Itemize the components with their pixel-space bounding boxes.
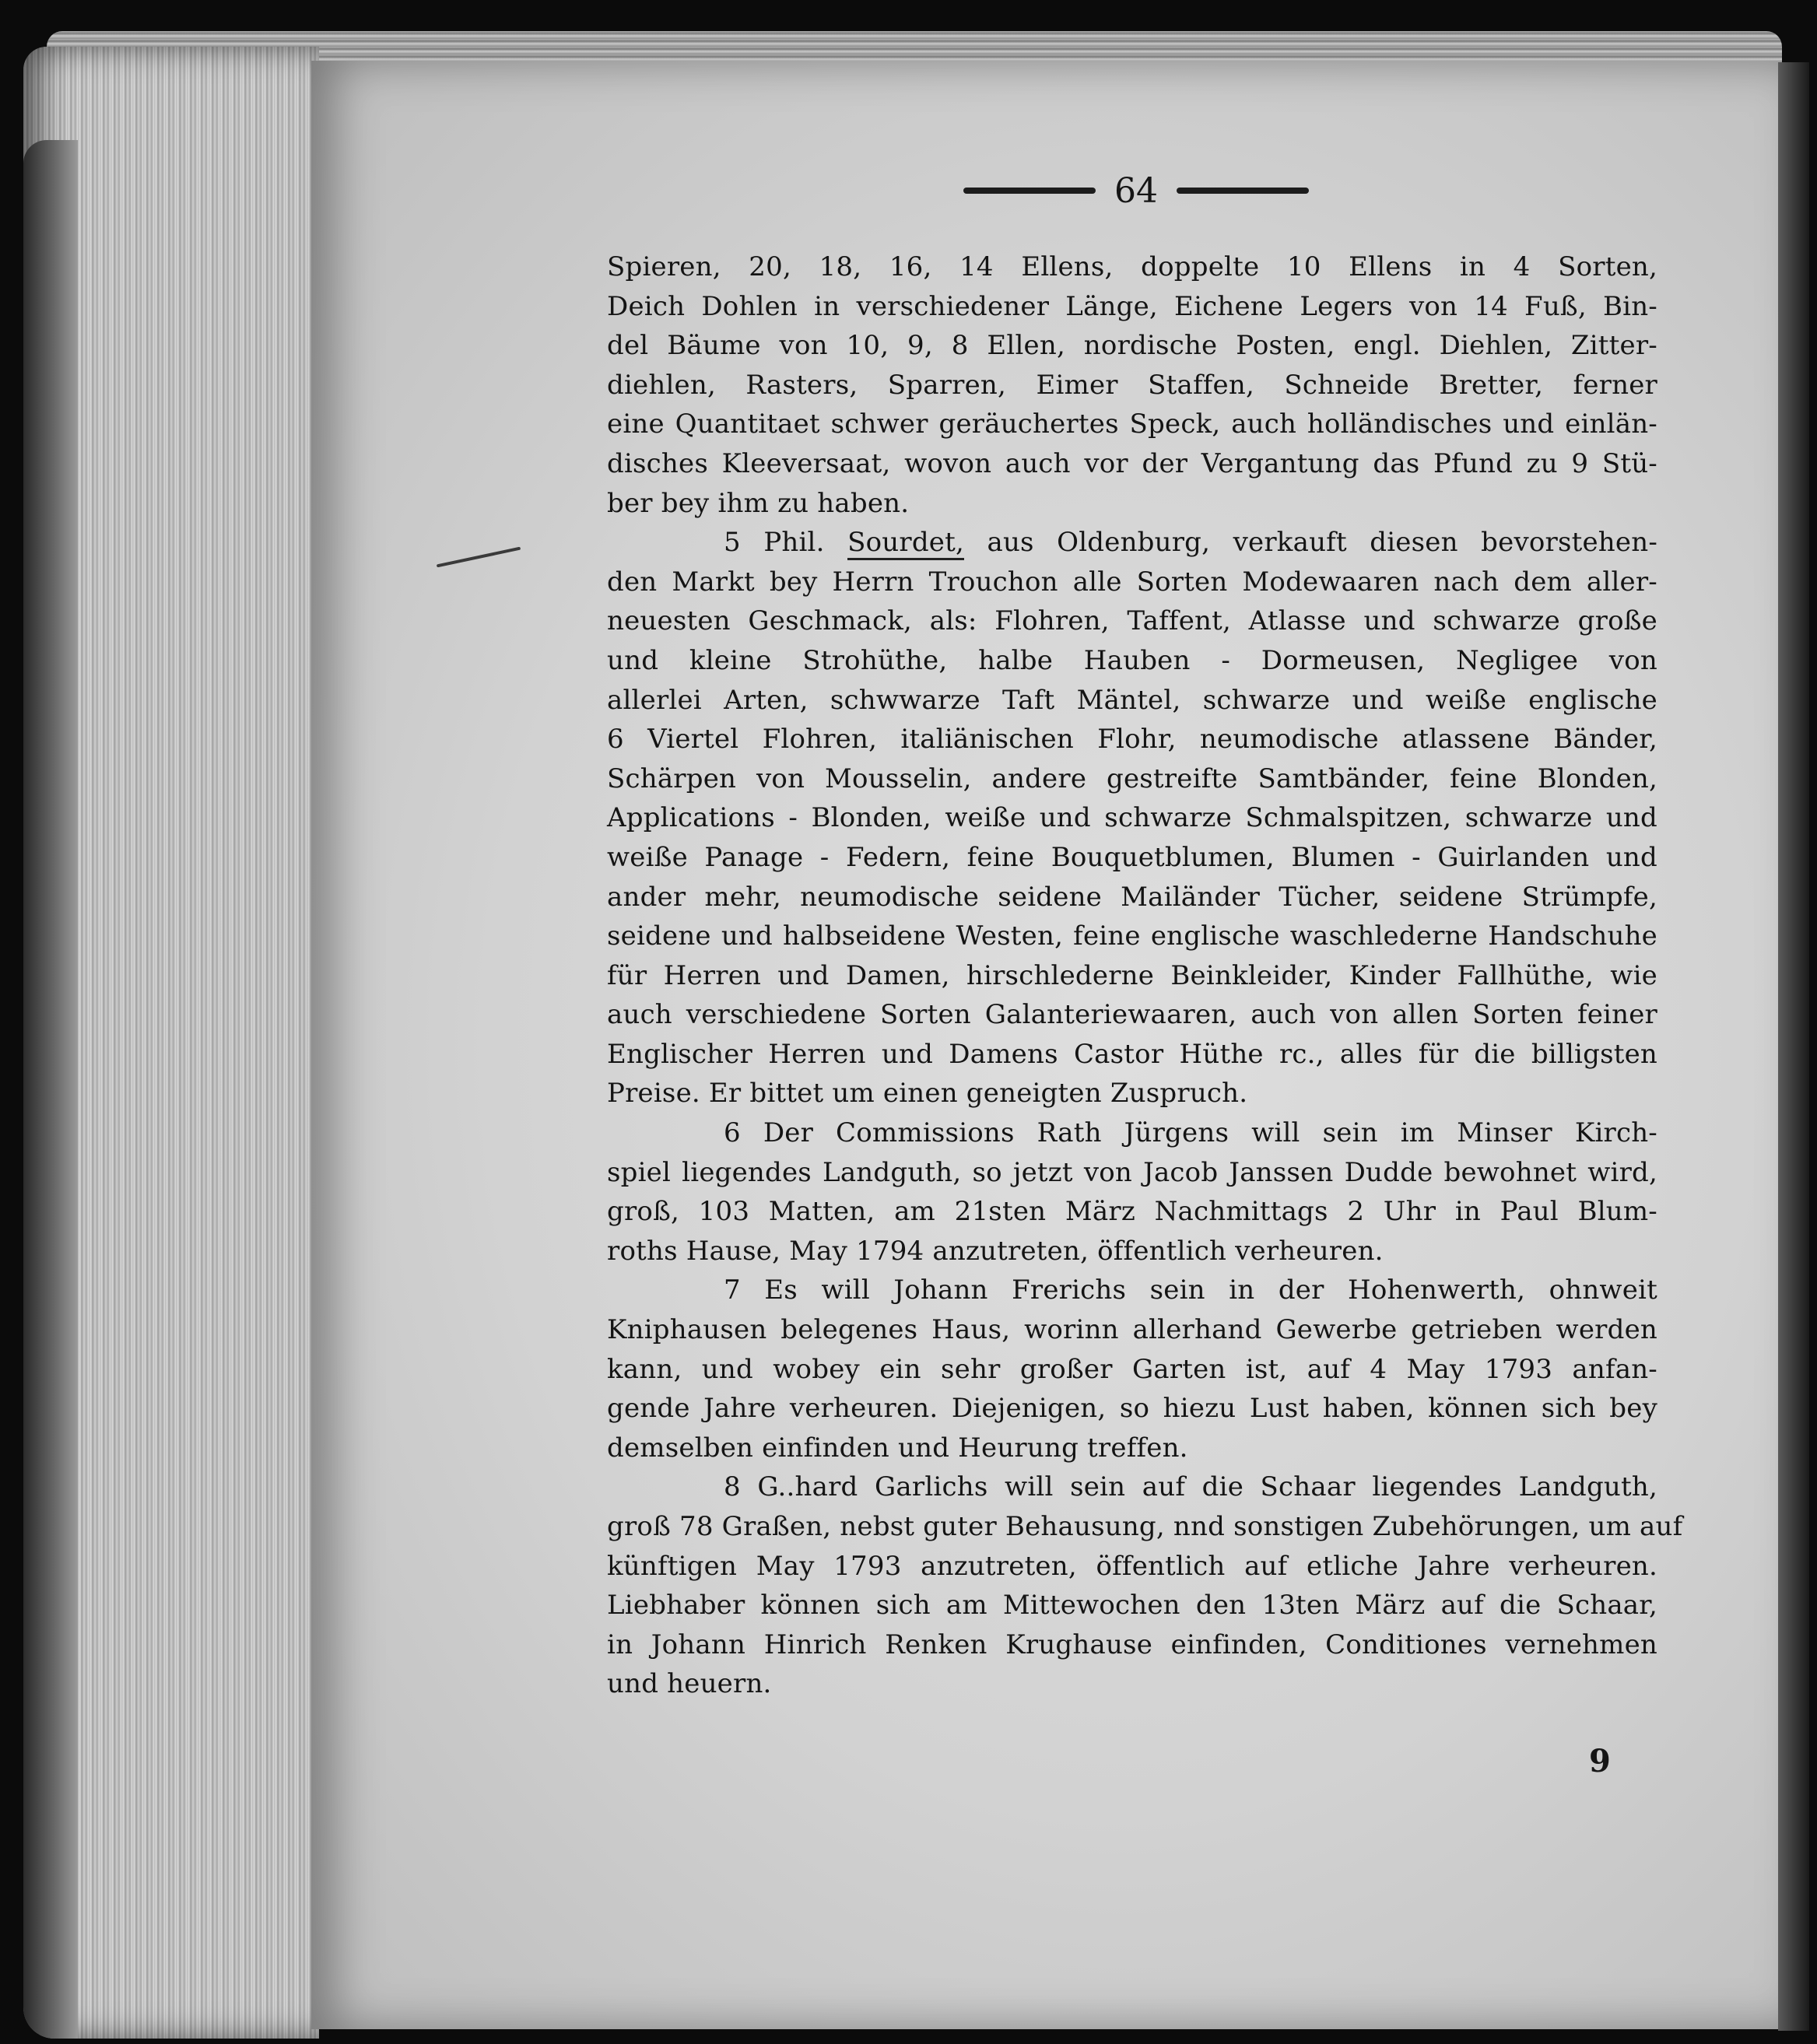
entry-text: aus Oldenburg, verkauft diesen bevorstehen-: [987, 527, 1658, 559]
text-line: künftigen May 1793 anzutreten, öffentlich auf etliche Jahre verheuren.: [607, 1550, 1657, 1582]
text-line: und heuern.: [607, 1668, 772, 1700]
entry-6-first-line: 6 Der Commissions Rath Jürgens will sein im Minser Kirch-: [724, 1117, 1657, 1149]
text-line: weiße Panage - Federn, feine Bouquetblumen, Blumen - Guirlanden und: [607, 841, 1657, 873]
text-line: ber bey ihm zu haben.: [607, 487, 910, 519]
page-stack-left: [23, 47, 319, 2039]
text-line: allerlei Arten, schwwarze Taft Mäntel, schwarze und weiße englische: [607, 684, 1657, 716]
text-line: Spieren, 20, 18, 16, 14 Ellens, doppelte 10 Ellens in 4 Sorten,: [607, 251, 1657, 282]
text-line: seidene und halbseidene Westen, feine englische waschlederne Handschuhe: [607, 920, 1657, 952]
entry-number: 5: [724, 527, 741, 559]
text-line: in Johann Hinrich Renken Krughause einfinden, Conditiones vernehmen: [607, 1629, 1657, 1660]
text-line: Preise. Er bittet um einen geneigten Zuspruch.: [607, 1078, 1248, 1110]
text-line: groß 78 Graßen, nebst guter Behausung, nnd sonstigen Zubehörungen, um auf: [607, 1511, 1683, 1542]
entry-8-first-line: 8 G..hard Garlichs will sein auf die Schaar liegendes Landguth,: [724, 1471, 1657, 1503]
entry-7-first-line: 7 Es will Johann Frerichs sein in der Hohenwerth, ohnweit: [724, 1274, 1657, 1306]
signature-mark: 9: [1589, 1743, 1611, 1779]
text-line: diehlen, Rasters, Sparren, Eimer Staffen, Schneide Bretter, ferner: [607, 369, 1657, 401]
text-line: neuesten Geschmack, als: Flohren, Taffent, Atlasse und schwarze große: [607, 605, 1657, 637]
text-line: del Bäume von 10, 9, 8 Ellen, nordische Posten, engl. Diehlen, Zitter-: [607, 330, 1657, 362]
text-line: Deich Dohlen in verschiedener Länge, Eichene Legers von 14 Fuß, Bin-: [607, 290, 1657, 322]
text-line: spiel liegendes Landguth, so jetzt von Jacob Janssen Dudde bewohnet wird,: [607, 1156, 1657, 1188]
text-line: demselben einfinden und Heurung treffen.: [607, 1432, 1188, 1464]
header-rule-right: [1177, 188, 1309, 194]
text-line: eine Quantitaet schwer geräuchertes Speck, auch holländisches und einlän-: [607, 408, 1657, 440]
text-line: und kleine Strohüthe, halbe Hauben - Dormeusen, Negligee von: [607, 644, 1657, 676]
text-line: Kniphausen belegenes Haus, worinn allerhand Gewerbe getrieben werden: [607, 1314, 1657, 1346]
text-line: Schärpen von Mousselin, andere gestreifte Samtbänder, feine Blonden,: [607, 763, 1657, 794]
text-line: roths Hause, May 1794 anzutreten, öffentlich verheuren.: [607, 1235, 1384, 1267]
text-line: auch verschiedene Sorten Galanteriewaaren, auch von allen Sorten feiner: [607, 999, 1657, 1031]
text-line: den Markt bey Herrn Trouchon alle Sorten Modewaaren nach dem aller-: [607, 566, 1657, 598]
text-line: für Herren und Damen, hirschlederne Beinkleider, Kinder Fallhüthe, wie: [607, 959, 1657, 991]
page-header: [949, 167, 1323, 214]
text-line: Liebhaber können sich am Mittewochen den 13ten März auf die Schaar,: [607, 1590, 1657, 1622]
text-line: gende Jahre verheuren. Diejenigen, so hiezu Lust haben, können sich bey: [607, 1393, 1657, 1425]
text-line: disches Kleeversaat, wovon auch vor der Vergantung das Pfund zu 9 Stü-: [607, 447, 1657, 479]
text-line: Englischer Herren und Damens Castor Hüthe rc., alles für die billigsten: [607, 1038, 1657, 1070]
book-spine-shadow: [23, 140, 78, 2039]
text-line: kann, und wobey ein sehr großer Garten ist, auf 4 May 1793 anfan-: [607, 1353, 1657, 1385]
text-line: Applications - Blonden, weiße und schwarze Schmalspitzen, schwarze und: [607, 802, 1657, 834]
page-number: 64: [1114, 170, 1158, 211]
page-gutter: [1778, 62, 1809, 2031]
header-rule-left: [963, 188, 1096, 194]
entry-prefix: Phil.: [763, 527, 825, 559]
text-line: groß, 103 Matten, am 21sten März Nachmittags 2 Uhr in Paul Blum-: [607, 1196, 1657, 1228]
text-line: ander mehr, neumodische seidene Mailänder Tücher, seidene Strümpfe,: [607, 881, 1657, 913]
text-line: 6 Viertel Flohren, italiänischen Flohr, neumodische atlassene Bänder,: [607, 724, 1657, 756]
entry-5-first-line: [607, 523, 1657, 563]
underlined-name: Sourdet,: [847, 527, 964, 560]
body-text: [607, 247, 1683, 1704]
